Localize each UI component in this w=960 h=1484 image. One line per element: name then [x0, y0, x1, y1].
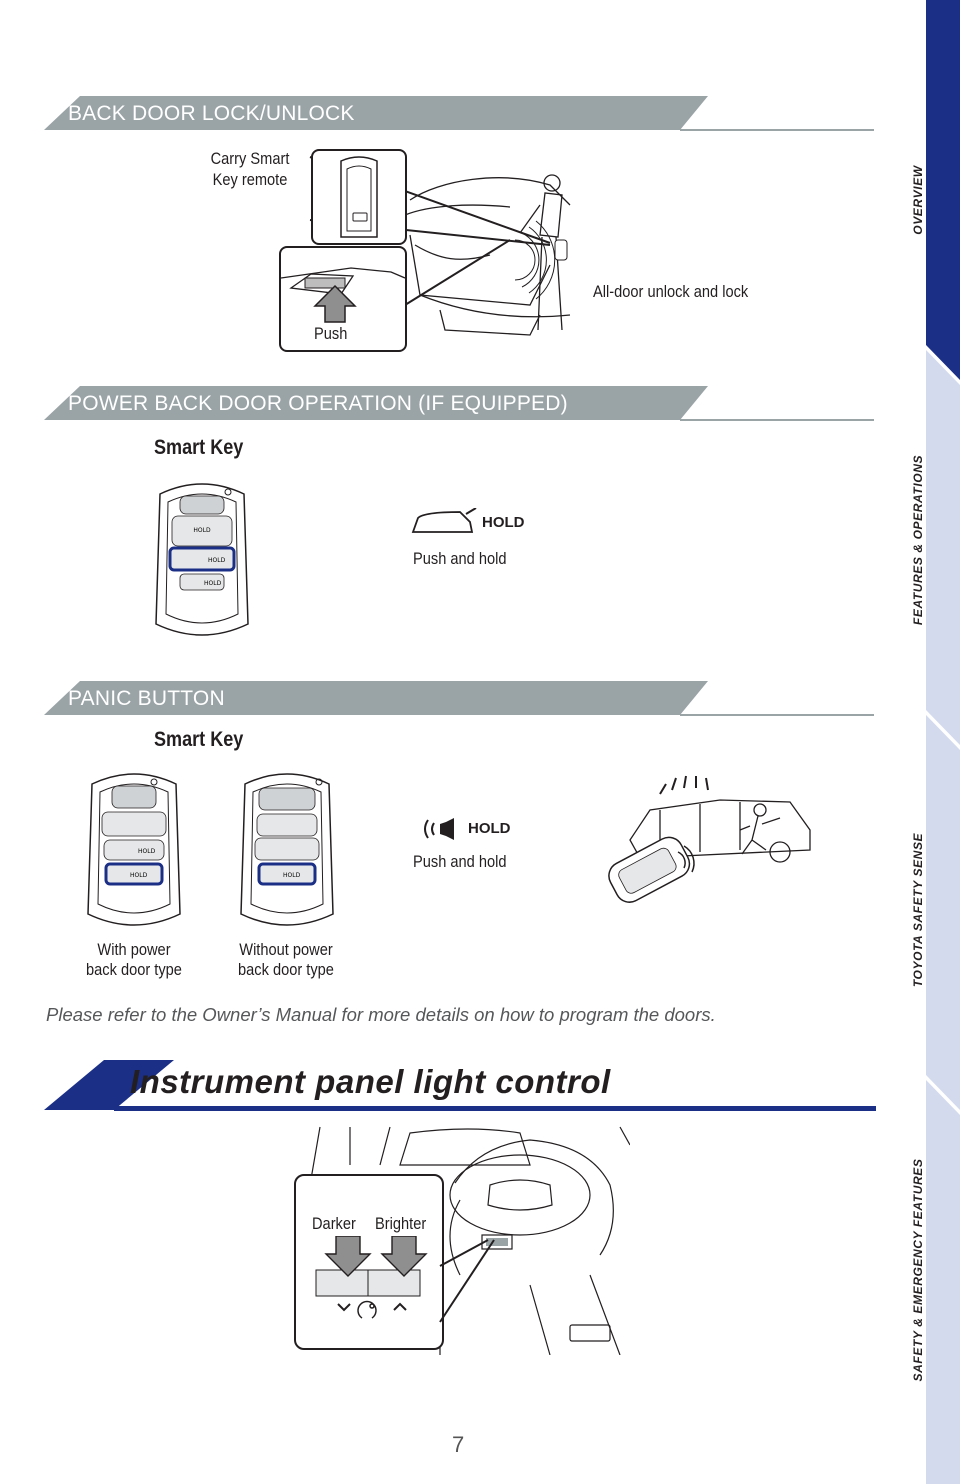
key-fob-with-power — [82, 764, 186, 936]
hold-tiny: HOLD — [193, 527, 211, 534]
power-back-button-graphic — [410, 508, 540, 538]
page-number: 7 — [452, 1432, 465, 1457]
push-hold-label: Push and hold — [413, 852, 507, 871]
hold-text: HOLD — [468, 820, 511, 837]
brighter-label: Brighter — [375, 1214, 427, 1233]
push-hold-label: Push and hold — [413, 549, 507, 568]
push-label: Push — [314, 324, 348, 343]
chevron-down-icon — [338, 1304, 350, 1310]
callout-smart-key — [311, 149, 407, 245]
panic-illustration — [600, 770, 820, 934]
section-title-panic: PANIC BUTTON — [68, 687, 225, 710]
hold-tiny: HOLD — [208, 557, 226, 564]
key-fob-power-back — [150, 474, 254, 646]
panic-button-graphic — [422, 814, 542, 844]
hold-tiny: HOLD — [138, 848, 156, 855]
instrument-panel-title: Instrument panel light control — [130, 1063, 611, 1100]
darker-label: Darker — [312, 1214, 356, 1233]
side-tab-label: OVERVIEW — [911, 165, 925, 235]
chevron-up-icon — [394, 1304, 406, 1310]
smart-key-icon — [313, 151, 405, 243]
back-door-icon — [410, 508, 480, 538]
side-tab-label: TOYOTA SAFETY SENSE — [911, 832, 925, 988]
smart-key-heading: Smart Key — [154, 436, 244, 459]
key-fob-without-power — [235, 764, 339, 936]
with-power-label: With power back door type — [86, 940, 182, 979]
section-title-back-door: BACK DOOR LOCK/UNLOCK — [68, 102, 355, 125]
carry-key-label: Carry Smart Key remote — [210, 149, 290, 189]
without-power-label: Without power back door type — [238, 940, 334, 979]
dimmer-icon — [358, 1302, 376, 1318]
side-tab-label: SAFETY & EMERGENCY FEATURES — [911, 1158, 925, 1382]
section-title-power-back: POWER BACK DOOR OPERATION (IF EQUIPPED) — [68, 392, 568, 415]
side-tab-overview[interactable] — [892, 80, 960, 320]
hold-text: HOLD — [482, 514, 525, 531]
side-tab-label: FEATURES & OPERATIONS — [911, 454, 925, 626]
all-door-label: All-door unlock and lock — [593, 282, 749, 301]
owners-manual-note: Please refer to the Owner’s Manual for more details on how to program the doors. — [46, 1004, 716, 1025]
panic-sound-icon — [422, 814, 462, 844]
side-tab-safety-sense[interactable] — [892, 770, 960, 1050]
hold-tiny: HOLD — [283, 872, 301, 879]
hold-tiny: HOLD — [204, 580, 222, 587]
callout-pointer — [438, 1236, 498, 1326]
side-tab-emergency[interactable] — [892, 1120, 960, 1420]
hold-tiny: HOLD — [130, 872, 148, 879]
light-control-switch — [296, 1236, 438, 1326]
smart-key-heading: Smart Key — [154, 728, 244, 751]
side-tab-features[interactable] — [892, 400, 960, 680]
